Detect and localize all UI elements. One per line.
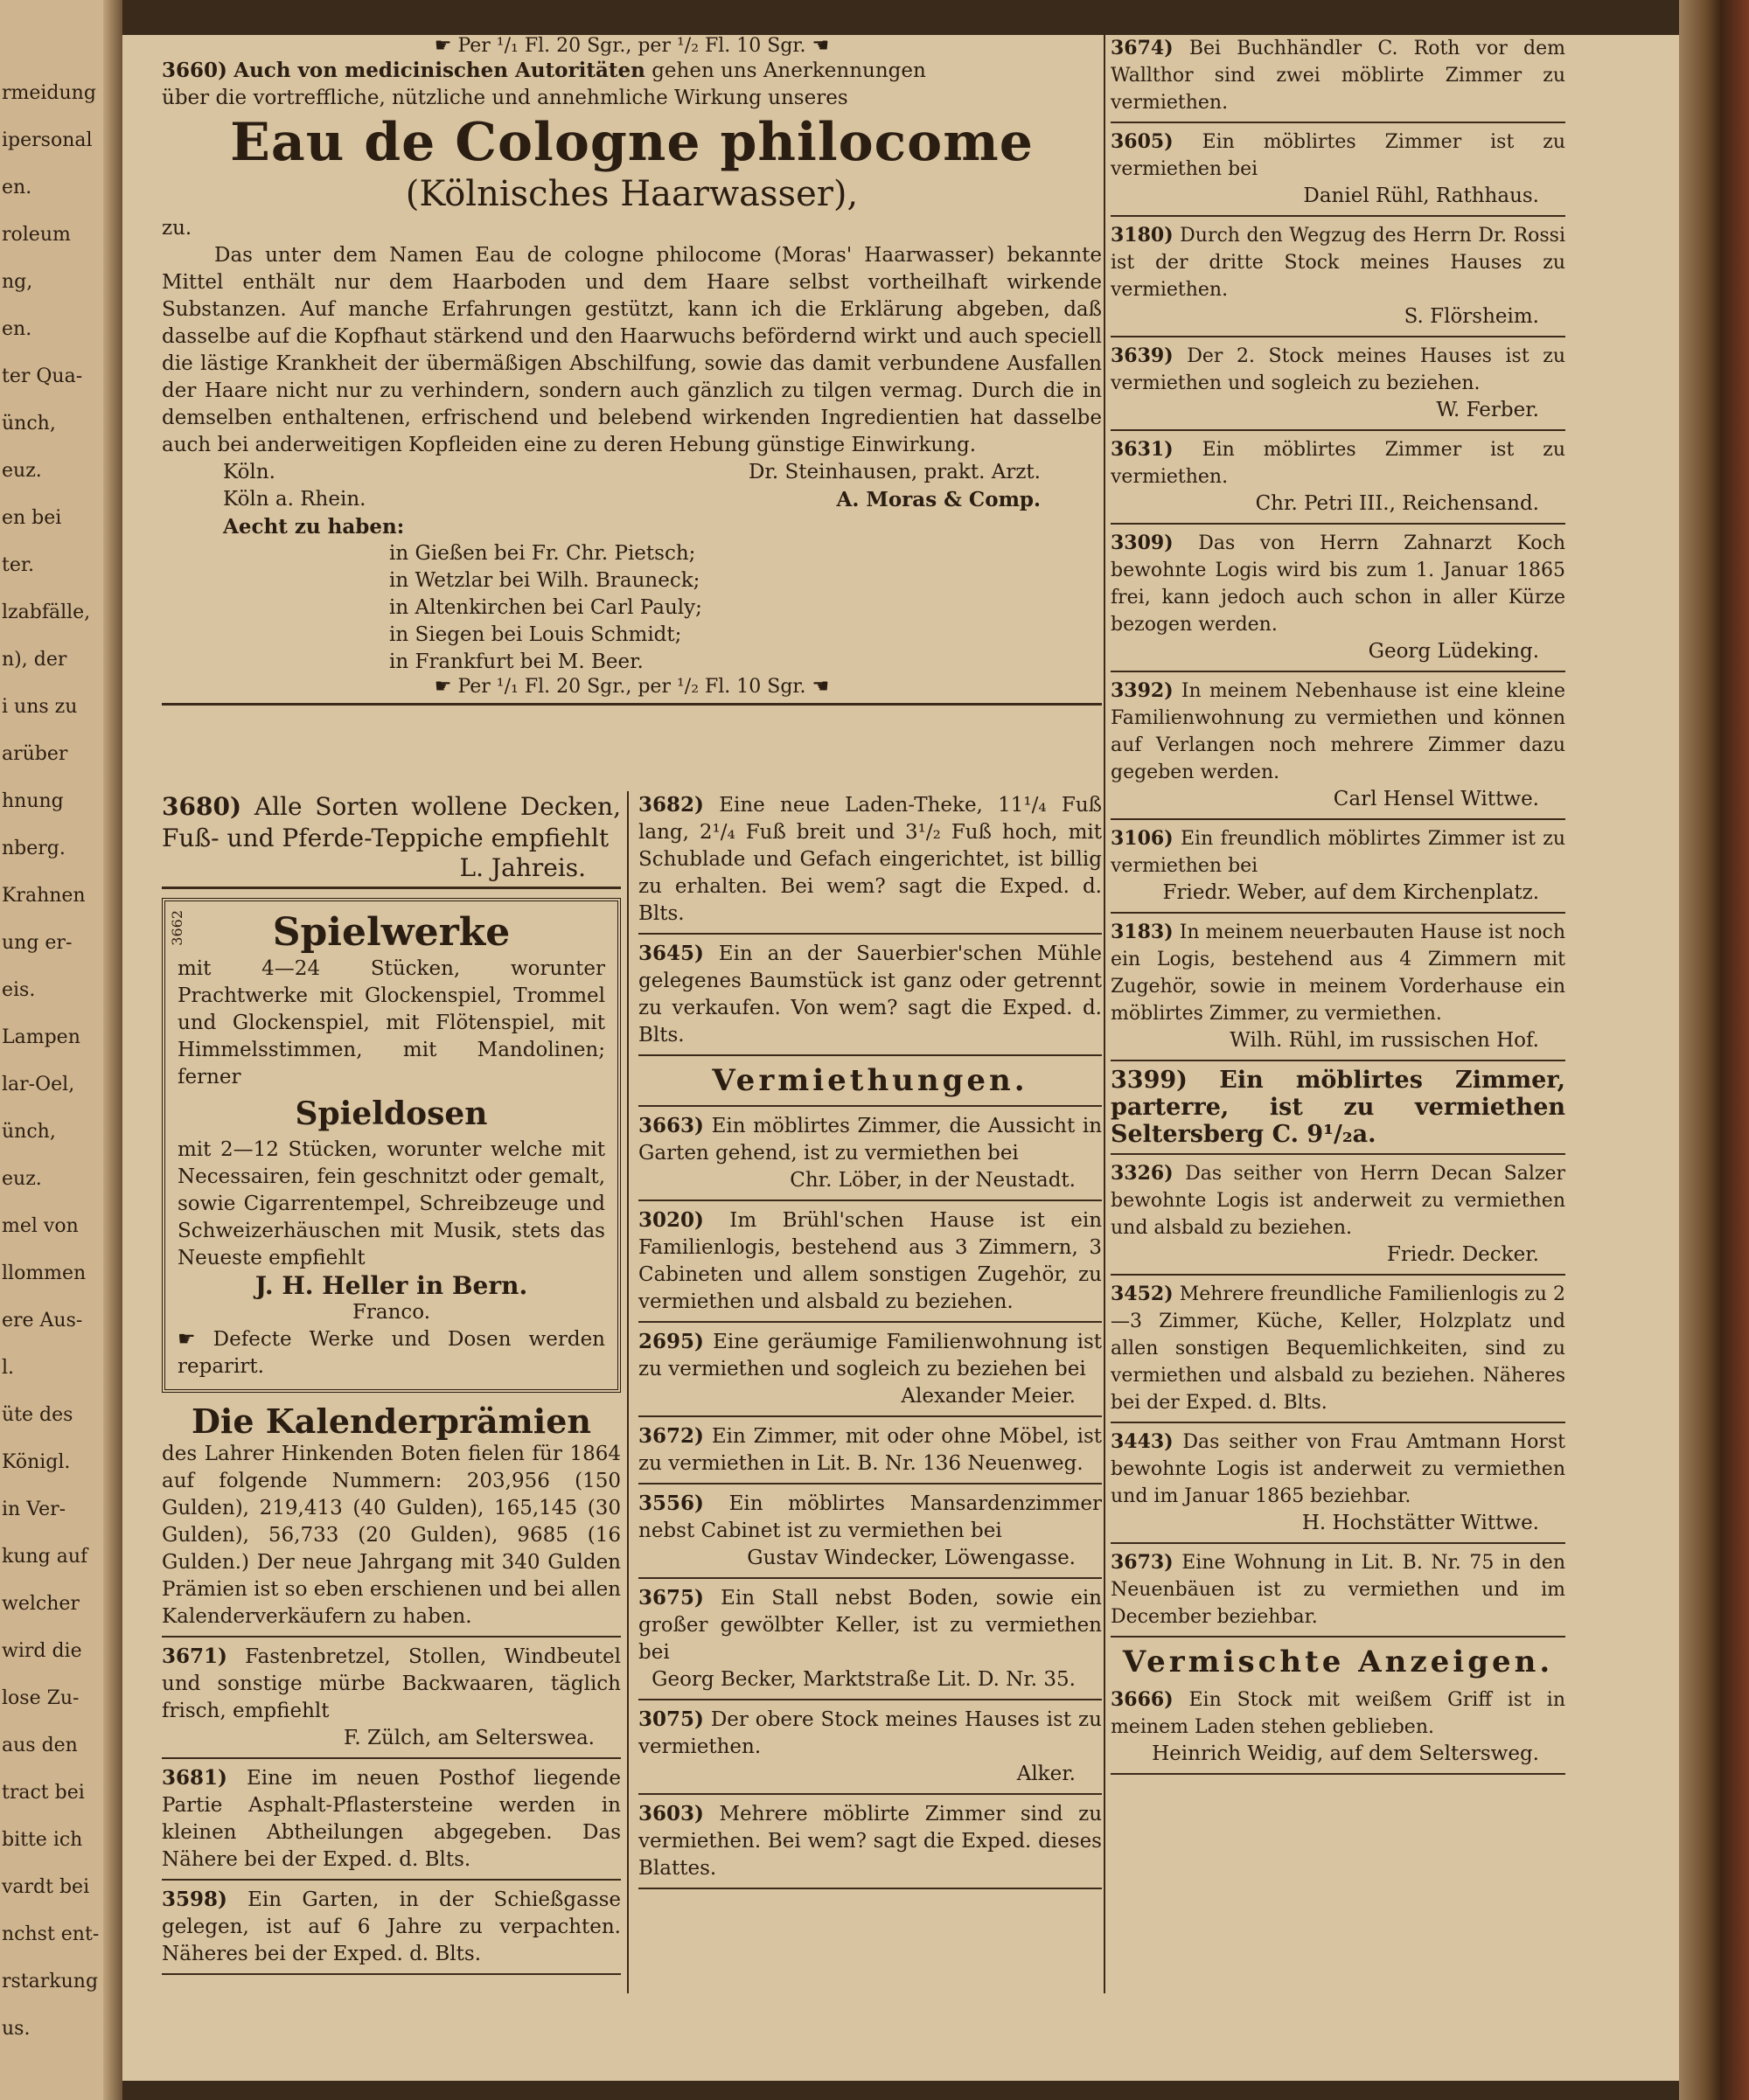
vermischte-heading: Vermischte Anzeigen. xyxy=(1122,1645,1554,1679)
ad-text xyxy=(1111,1549,1565,1631)
ad-body: Durch den Wegzug des Herrn Dr. Rossi ist der dritte Stock meines Hauses zu vermiethen. xyxy=(1111,225,1566,301)
spielwerke-seller: J. H. Heller in Bern. xyxy=(254,1271,528,1300)
divider xyxy=(638,1699,1102,1700)
divider xyxy=(162,1879,621,1881)
spielwerke-repair: ☛ Defecte Werke und Dosen werden reparirt. xyxy=(178,1328,605,1378)
ad-text xyxy=(1111,1281,1565,1416)
ad-number: 3672) xyxy=(638,1424,704,1448)
ad-body: Ein freundlich möblirtes Zimmer ist zu vermiethen bei xyxy=(1111,828,1565,877)
ad-text xyxy=(1111,35,1565,116)
left-page-text-fragment: rstarkung xyxy=(2,1971,99,1992)
ad-item xyxy=(1111,1549,1565,1638)
left-page-text-fragment: vardt bei xyxy=(2,1876,90,1898)
ad-text xyxy=(638,1706,1102,1761)
ad-body: Ein möblirtes Zimmer ist zu vermiethen. xyxy=(1111,439,1565,488)
cologne-intro: 3660) Auch von medicinischen Autoritäten gehen uns Anerkennungen xyxy=(162,59,926,82)
ad-body: Ein an der Sauerbier'schen Mühle gelegenes Baumstück ist ganz oder getrennt zu verkaufen. Von wem? sagt die Exped. d. Blts. xyxy=(638,942,1102,1047)
ad-number: 3666) xyxy=(1111,1688,1174,1711)
ad-item xyxy=(1111,825,1565,914)
ad-text xyxy=(638,791,1102,928)
ad-text xyxy=(1111,343,1565,397)
ad-signature: Gustav Windecker, Löwengasse. xyxy=(747,1547,1076,1569)
ad-text xyxy=(638,1328,1102,1383)
column-rule-middle xyxy=(627,791,629,1993)
divider xyxy=(638,1054,1102,1056)
ad-text xyxy=(638,1112,1102,1167)
ad-item xyxy=(638,1328,1102,1417)
ad-number: 3075) xyxy=(638,1707,704,1731)
seller-line: in Gießen bei Fr. Chr. Pietsch; xyxy=(389,542,696,565)
spielwerke-box xyxy=(162,898,621,1393)
kalender-text: des Lahrer Hinkenden Boten fielen für 1864 auf folgende Nummern: 203,956 (150 Gulden), 219,413 (40 Gulden), 165,145 (30 Gulden), 56,733 (20 Gulden), 9685 (16 Gulden.) Der neue Jahrgang mit 340 Gulden Prämien ist so eben erschienen und bei allen Kalenderverkäufern zu haben. xyxy=(162,1443,621,1628)
spielwerke-text1: mit 4—24 Stücken, worunter Prachtwerke mit Glockenspiel, Trommel und Glockenspiel, mit Flötenspiel, mit Himmelsstimmen, mit Mandolinen; ferner xyxy=(178,957,605,1088)
ad-item xyxy=(638,1422,1102,1485)
column-rule-right xyxy=(1104,35,1105,1993)
ad-signature: Wilh. Rühl, im russischen Hof. xyxy=(1230,1029,1539,1052)
cologne-headline: Eau de Cologne philocome xyxy=(230,112,1034,173)
ad-item xyxy=(1111,222,1565,337)
ad-signature: Georg Lüdeking. xyxy=(1368,640,1539,663)
ad-item xyxy=(1111,343,1565,431)
ad-item xyxy=(1111,1686,1565,1775)
spielwerke-text2: mit 2—12 Stücken, worunter welche mit Necessairen, fein geschnitzt oder gemalt, sowie Cigarrentempel, Schreibzeuge und Schweizerhäuschen mit Musik, stets das Neueste empfiehlt xyxy=(178,1138,605,1269)
ad-number: 3556) xyxy=(638,1492,704,1515)
cologne-available: Aecht zu haben: xyxy=(223,515,405,539)
ad-text xyxy=(1111,222,1565,303)
left-page-text-fragment: rmeidung xyxy=(2,82,96,104)
divider xyxy=(1111,1153,1565,1155)
ad-body: Mehrere freundliche Familienlogis zu 2—3 Zimmer, Küche, Keller, Holzplatz und allen sonstigen Bequemlichkeiten, sind zu vermiethen und alsbald zu beziehen. Näheres bei der Exped. d. Blts. xyxy=(1111,1283,1565,1414)
price-line-bottom: ☛ Per ¹/₁ Fl. 20 Sgr., per ¹/₂ Fl. 10 Sgr. ☚ xyxy=(434,676,830,698)
ad-body: Ein Stock mit weißem Griff ist in meinem Laden stehen geblieben. xyxy=(1111,1689,1565,1738)
ad-body: Das von Herrn Zahnarzt Koch bewohnte Logis wird bis zum 1. Januar 1865 frei, kann jedoch auch schon in aller Kürze bezogen werden. xyxy=(1111,532,1566,636)
ad-body: Ein möblirtes Zimmer ist zu vermiethen bei xyxy=(1111,131,1565,180)
left-page-text-fragment: mel von xyxy=(2,1215,79,1237)
pointing-hand-icon: ☛ xyxy=(178,1328,196,1351)
left-page-text-fragment: aus den xyxy=(2,1735,78,1756)
seller-line: in Altenkirchen bei Carl Pauly; xyxy=(389,596,702,619)
divider xyxy=(1111,1636,1565,1638)
ad-text xyxy=(1111,436,1565,490)
divider xyxy=(1111,523,1565,525)
left-page-text-fragment: lzabfälle, xyxy=(2,601,91,623)
vermiethungen-heading: Vermiethungen. xyxy=(712,1063,1028,1098)
left-page-text-fragment: welcher xyxy=(2,1593,80,1615)
ad-signature: Friedr. Decker. xyxy=(1387,1243,1539,1266)
left-page-text-fragment: ünch, xyxy=(2,1121,56,1143)
left-page-text-fragment: ng, xyxy=(2,271,33,293)
ad-item xyxy=(638,1112,1102,1201)
ad-text xyxy=(1111,1067,1565,1148)
left-page-text-fragment: nberg. xyxy=(2,838,66,859)
seller-line: in Wetzlar bei Wilh. Brauneck; xyxy=(389,569,700,592)
left-page-text-fragment: ter. xyxy=(2,554,34,576)
ad-item xyxy=(1111,919,1565,1061)
ad-item xyxy=(638,791,1102,935)
ad-text xyxy=(162,1643,621,1725)
ad-item xyxy=(162,1764,621,1881)
left-page-text-fragment: l. xyxy=(2,1357,15,1379)
divider xyxy=(638,1200,1102,1201)
left-page-text-fragment: euz. xyxy=(2,460,42,482)
ad-text xyxy=(638,1422,1102,1478)
ad-signature: Heinrich Weidig, auf dem Seltersweg. xyxy=(1152,1742,1539,1765)
cologne-intro-2: über die vortreffliche, nützliche und annehmliche Wirkung unseres xyxy=(162,87,848,109)
ad-body: Ein Garten, in der Schießgasse gelegen, ist auf 6 Jahre zu verpachten. Näheres bei der Exped. d. Blts. xyxy=(162,1888,621,1965)
ad-body: Das seither von Herrn Decan Salzer bewohnte Logis ist anderweit zu vermiethen und alsbald zu beziehen. xyxy=(1111,1163,1565,1239)
ad-signature: Georg Becker, Marktstraße Lit. D. Nr. 35. xyxy=(652,1668,1076,1691)
divider xyxy=(1111,912,1565,914)
ad-number: 3399) xyxy=(1111,1067,1188,1094)
left-page-text-fragment: ere Aus- xyxy=(2,1310,83,1332)
column-left-bottom xyxy=(162,791,621,1980)
left-page-text-fragment: ung er- xyxy=(2,932,73,954)
ad-body: In meinem Nebenhause ist eine kleine Familienwohnung zu vermiethen und können auf Verlangen noch mehrere Zimmer dazu gegeben werden. xyxy=(1111,680,1565,783)
ad-number: 3645) xyxy=(638,942,704,965)
ad-body: Ein Stall nebst Boden, sowie ein großer gewölbter Keller, ist zu vermiethen bei xyxy=(638,1587,1102,1664)
ad-body: Fastenbretzel, Stollen, Windbeutel und sonstige mürbe Backwaaren, täglich frisch, empfiehlt xyxy=(162,1645,622,1722)
ad-item xyxy=(1111,1067,1565,1155)
ad-body: Das seither von Frau Amtmann Horst bewohnte Logis ist anderweit zu vermiethen und im Januar 1865 beziehbar. xyxy=(1111,1431,1566,1507)
left-page-text-fragment: eis. xyxy=(2,979,36,1001)
left-page-text-fragment: ünch, xyxy=(2,413,56,435)
ad-body: Der obere Stock meines Hauses ist zu vermiethen. xyxy=(638,1708,1102,1758)
ad-number: 3106) xyxy=(1111,827,1174,850)
divider xyxy=(162,887,621,889)
ad-text xyxy=(1111,530,1565,638)
divider xyxy=(638,1483,1102,1485)
ad-number: 3681) xyxy=(162,1766,227,1790)
ad-text xyxy=(1111,825,1565,880)
ad-signature: S. Flörsheim. xyxy=(1404,305,1539,328)
divider xyxy=(638,1793,1102,1795)
ad-item xyxy=(638,1490,1102,1579)
divider xyxy=(1111,122,1565,123)
left-page-text-fragment: llommen xyxy=(2,1262,87,1284)
column-left-top xyxy=(162,35,1102,711)
ad-3680-signature: L. Jahreis. xyxy=(459,853,586,882)
divider xyxy=(162,1973,621,1975)
left-page-text-fragment: wird die xyxy=(2,1640,82,1662)
ad-item xyxy=(1111,1429,1565,1544)
divider xyxy=(1111,1060,1565,1061)
divider xyxy=(638,1321,1102,1323)
ad-item xyxy=(1111,35,1565,123)
ad-text xyxy=(162,1764,621,1874)
ad-number: 2695) xyxy=(638,1330,704,1353)
divider xyxy=(1111,818,1565,820)
left-page-text-fragment: n), der xyxy=(2,649,67,671)
left-page-text-fragment: ipersonal xyxy=(2,129,93,151)
ad-text xyxy=(638,1800,1102,1882)
ad-body: Mehrere möblirte Zimmer sind zu vermiethen. Bei wem? sagt die Exped. dieses Blattes. xyxy=(638,1803,1103,1880)
ad-number: 3675) xyxy=(638,1586,704,1610)
ad-number: 3631) xyxy=(1111,438,1174,461)
ad-text xyxy=(1111,1686,1565,1741)
left-page-text-fragment: arüber xyxy=(2,743,68,765)
left-page-text-fragment: ter Qua- xyxy=(2,365,83,387)
divider xyxy=(162,1636,621,1638)
cologne-sign-row1: Köln. Dr. Steinhausen, prakt. Arzt. xyxy=(223,461,1041,483)
ad-text xyxy=(638,1490,1102,1545)
ad-item xyxy=(638,1206,1102,1323)
cologne-sign-row2: Köln a. Rhein. A. Moras & Comp. xyxy=(223,488,1041,511)
ad-signature: Chr. Petri III., Reichensand. xyxy=(1255,492,1539,515)
divider xyxy=(638,1577,1102,1579)
left-page-text-fragment: bitte ich xyxy=(2,1829,83,1851)
divider xyxy=(1111,1542,1565,1544)
ad-number: 3443) xyxy=(1111,1430,1174,1453)
ad-number: 3180) xyxy=(1111,224,1174,247)
ad-item xyxy=(638,1584,1102,1700)
ad-item xyxy=(638,1800,1102,1889)
ad-body: Ein Zimmer, mit oder ohne Möbel, ist zu vermiethen in Lit. B. Nr. 136 Neuenweg. xyxy=(638,1425,1103,1475)
ad-text xyxy=(638,1206,1102,1316)
ad-number: 3603) xyxy=(638,1802,704,1825)
ad-item xyxy=(1111,530,1565,672)
ad-signature: H. Hochstätter Wittwe. xyxy=(1301,1512,1539,1534)
seller-line: in Frankfurt bei M. Beer. xyxy=(389,650,644,673)
spielwerke-title: Spielwerke xyxy=(272,910,511,955)
ad-text xyxy=(1111,919,1565,1027)
ad-body: Im Brühl'schen Hause ist ein Familienlogis, bestehend aus 3 Zimmern, 3 Cabineten und allem sonstigen Zugehör, zu vermiethen und alsbald zu beziehen. xyxy=(638,1209,1103,1313)
left-page-text-fragment: roleum xyxy=(2,224,71,246)
ad-number: 3020) xyxy=(638,1208,704,1232)
ad-signature: Alexander Meier. xyxy=(901,1385,1076,1408)
spielwerke-franco: Franco. xyxy=(352,1301,431,1324)
left-page-text-fragment: en. xyxy=(2,318,32,340)
ad-item xyxy=(162,1643,621,1759)
divider xyxy=(1111,429,1565,431)
left-page-text-fragment: Krahnen xyxy=(2,885,86,907)
price-line-top: ☛ Per ¹/₁ Fl. 20 Sgr., per ¹/₂ Fl. 10 Sgr. ☚ xyxy=(434,35,830,57)
ad-body: Ein möblirtes Mansardenzimmer nebst Cabinet ist zu vermiethen bei xyxy=(638,1492,1102,1542)
newspaper-page xyxy=(122,35,1679,2081)
divider xyxy=(638,933,1102,935)
left-page-text-fragment: in Ver- xyxy=(2,1499,66,1520)
ad-number: 3598) xyxy=(162,1888,227,1911)
spieldosen-title: Spieldosen xyxy=(295,1095,488,1132)
ad-body: Ein möblirtes Zimmer, die Aussicht in Garten gehend, ist zu vermiethen bei xyxy=(638,1115,1103,1165)
left-page-text-fragment: i uns zu xyxy=(2,696,78,718)
ad-number: 3674) xyxy=(1111,37,1174,59)
ad-item xyxy=(1111,436,1565,525)
ad-number: 3639) xyxy=(1111,344,1174,367)
ad-number: 3663) xyxy=(638,1114,704,1137)
ad-text xyxy=(1111,1429,1565,1510)
cologne-sellers xyxy=(162,540,1102,676)
divider xyxy=(162,1757,621,1759)
ad-body: Eine im neuen Posthof liegende Partie Asphalt-Pflastersteine werden in kleinen Abtheilungen abgegeben. Das Nähere bei der Exped. d. Blts. xyxy=(162,1767,621,1871)
cologne-subheadline: (Kölnisches Haarwasser), xyxy=(405,174,859,214)
ad-text xyxy=(1111,678,1565,786)
spielwerke-number: 3662 xyxy=(169,910,185,946)
ad-body: In meinem neuerbauten Hause ist noch ein Logis, bestehend aus 4 Zimmern mit Zugehör, sowie in meinem Vorderhause ein möblirtes Zimmer, zu vermiethen. xyxy=(1111,921,1566,1025)
ad-3680: 3680) Alle Sorten wollene Decken, Fuß- und Pferde-Teppiche empfiehlt xyxy=(162,792,621,852)
book-binding xyxy=(1679,0,1749,2100)
divider xyxy=(638,1888,1102,1889)
ad-item xyxy=(1111,678,1565,820)
ad-signature: Chr. Löber, in der Neustadt. xyxy=(790,1169,1076,1192)
left-page-text-fragment: nchst ent- xyxy=(2,1923,100,1945)
ad-signature: W. Ferber. xyxy=(1436,399,1539,421)
left-page-text-fragment: Lampen xyxy=(2,1026,80,1048)
ad-body: Ein möblirtes Zimmer, parterre, ist zu vermiethen Seltersberg C. 9¹/₂a. xyxy=(1111,1067,1565,1148)
left-page-text-fragment: en. xyxy=(2,177,32,198)
ad-text xyxy=(638,1584,1102,1666)
ad-item xyxy=(638,1706,1102,1795)
left-page-fragment xyxy=(0,0,122,2100)
ad-signature: F. Zülch, am Selterswea. xyxy=(344,1727,595,1749)
divider xyxy=(162,703,1102,706)
left-page-text-fragment: lar-Oel, xyxy=(2,1074,75,1095)
ad-signature: Daniel Rühl, Rathhaus. xyxy=(1303,184,1539,207)
ad-number: 3392) xyxy=(1111,679,1174,702)
divider xyxy=(1111,671,1565,672)
kalender-title: Die Kalenderprämien xyxy=(191,1401,592,1441)
ad-number: 3673) xyxy=(1111,1551,1174,1574)
left-page-text-fragment: Königl. xyxy=(2,1451,71,1473)
left-page-text-fragment: üte des xyxy=(2,1404,73,1426)
divider xyxy=(1111,215,1565,217)
ad-body: Bei Buchhändler C. Roth vor dem Wallthor sind zwei möblirte Zimmer zu vermiethen. xyxy=(1111,38,1565,114)
left-page-text-fragment: en bei xyxy=(2,507,62,529)
left-page-text-fragment: tract bei xyxy=(2,1782,85,1804)
ad-item xyxy=(1111,129,1565,217)
ad-text xyxy=(1111,1160,1565,1241)
ad-signature: Carl Hensel Wittwe. xyxy=(1333,788,1539,810)
left-page-text-fragment: euz. xyxy=(2,1168,42,1190)
ad-text xyxy=(638,940,1102,1049)
ad-item xyxy=(162,1886,621,1975)
left-page-text-fragment: kung auf xyxy=(2,1546,88,1568)
divider xyxy=(638,1105,1102,1107)
ad-number: 3671) xyxy=(162,1645,227,1668)
column-middle xyxy=(638,791,1102,1895)
ad-signature: Friedr. Weber, auf dem Kirchenplatz. xyxy=(1162,881,1539,904)
divider xyxy=(1111,1773,1565,1775)
ad-signature: Alker. xyxy=(1016,1763,1076,1785)
ad-number: 3309) xyxy=(1111,532,1174,554)
divider xyxy=(1111,1274,1565,1276)
ad-body: Der 2. Stock meines Hauses ist zu vermiethen und sogleich zu beziehen. xyxy=(1111,345,1566,394)
left-page-text-fragment: hnung xyxy=(2,790,64,812)
ad-item xyxy=(638,940,1102,1056)
column-right xyxy=(1111,35,1565,1780)
cologne-zu: zu. xyxy=(162,217,192,240)
divider xyxy=(638,1415,1102,1417)
cologne-body: Das unter dem Namen Eau de cologne philocome (Moras' Haarwasser) bekannte Mittel enthält nur dem Haarboden und dem Haare selbst vortheilhaft wirkende Substanzen. Auf manche Erfahrungen gestützt, kann ich die Erklärung abgeben, daß dasselbe auf die Kopfhaut stärkend und den Haarwuchs befördernd wirkt und auch speciell die lästige Krankheit der übermäßigen Abschilfung, sowie das damit verbundene Ausfallen der Haare nicht nur zu verhindern, sondern auch gänzlich zu tilgen vermag. Durch die in demselben enthaltenen, erfrischend und belebend wirkenden Ingredientien hat dasselbe auch bei anderweitigen Kopfleiden eine zu deren Hebung günstige Einwirkung. xyxy=(162,244,1102,456)
ad-body: Eine geräumige Familienwohnung ist zu vermiethen und sogleich zu beziehen bei xyxy=(638,1331,1103,1380)
ad-text xyxy=(162,1886,621,1968)
ad-number: 3682) xyxy=(638,793,704,817)
left-gutter-shadow xyxy=(103,0,122,2100)
ad-text xyxy=(1111,129,1565,183)
divider xyxy=(1111,1422,1565,1423)
ad-number: 3452) xyxy=(1111,1283,1174,1305)
left-page-text-fragment: lose Zu- xyxy=(2,1687,80,1709)
left-page-text-fragment: us. xyxy=(2,2018,31,2040)
ad-number: 3326) xyxy=(1111,1162,1174,1185)
ad-body: Eine neue Laden-Theke, 11¹/₄ Fuß lang, 2¹/₄ Fuß breit und 3¹/₂ Fuß hoch, mit Schublade und Gefach eingerichtet, ist billig zu erhalten. Bei wem? sagt die Exped. d. Blts. xyxy=(638,794,1103,925)
divider xyxy=(1111,336,1565,337)
ad-item xyxy=(1111,1160,1565,1276)
ad-body: Eine Wohnung in Lit. B. Nr. 75 in den Neuenbäuen ist zu vermiethen und im December beziehbar. xyxy=(1111,1552,1565,1628)
ad-number: 3605) xyxy=(1111,130,1174,153)
ad-number: 3183) xyxy=(1111,921,1174,943)
seller-line: in Siegen bei Louis Schmidt; xyxy=(389,623,682,646)
ad-item xyxy=(1111,1281,1565,1423)
